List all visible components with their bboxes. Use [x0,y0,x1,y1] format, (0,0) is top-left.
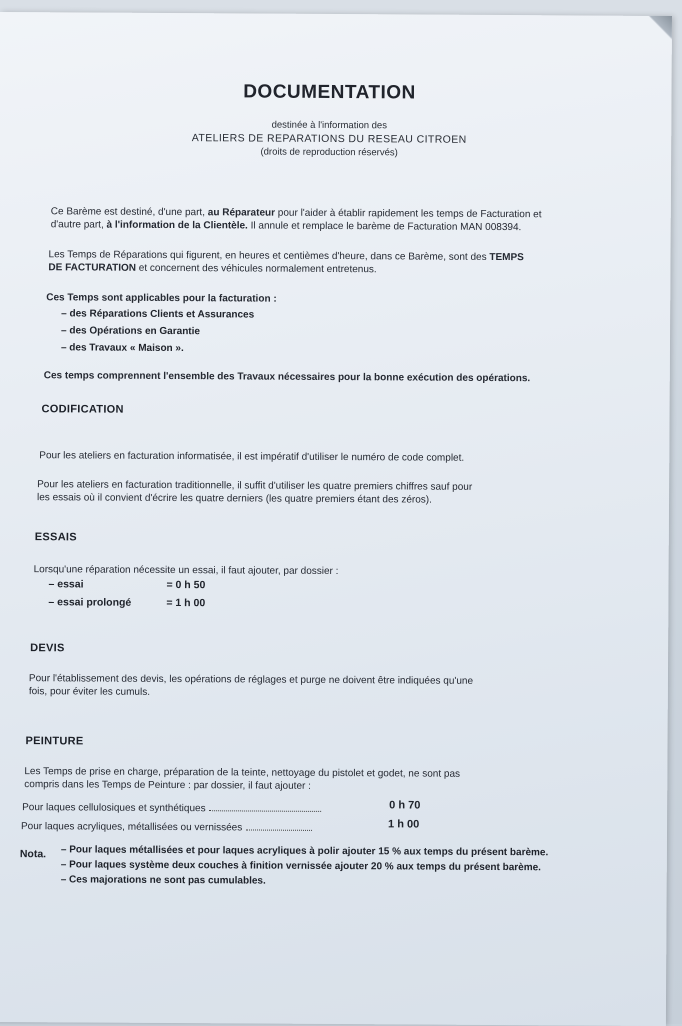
folded-corner [648,16,672,40]
essais-row-label: – essai prolongé [48,596,132,609]
peinture-row-text: Pour laques acryliques, métallisées ou vernissées [20,821,243,834]
section-heading-devis: DEVIS [30,642,65,655]
peinture-row-label [21,820,312,834]
applicable-item: – des Travaux « Maison ». [60,342,184,355]
peinture-row-label [22,801,322,815]
peinture-row-text: Pour laques cellulosiques et synthétiques [22,802,206,815]
intro-emphasis: DE FACTURATION [48,262,137,274]
codification-paragraph-2 [37,478,617,508]
peinture-row-value: 1 h 00 [388,818,420,831]
applicable-item: – des Réparations Clients et Assurances [61,308,255,321]
codification-text: les essais où il convient d'écrire les quatre derniers (les quatre premiers étant des zéros). [37,492,432,506]
applicable-item: – des Opérations en Garantie [61,325,201,338]
devis-paragraph [29,672,619,702]
intro-text: d'autre part, [50,219,107,231]
codification-text: Pour les ateliers en facturation traditionnelle, il suffit d'utiliser les quatre premiers chiffres sauf pour [37,479,473,493]
devis-text: Pour l'établissement des devis, les opérations de réglages et purge ne doivent être indiquées qu'une [28,673,474,687]
section-heading-peinture: PEINTURE [25,735,84,748]
subtitle-line-2: ATELIERS DE REPARATIONS DU RESEAU CITROEN [191,132,467,146]
nota-line: – Pour laques système deux couches à finition vernissée ajouter 20 % aux temps du présent barème. [60,859,542,874]
intro-emphasis: à l'information de la Clientèle. [106,219,248,232]
applicable-statement: Ces Temps sont applicables pour la facturation : [46,292,277,305]
intro-text: Ce Barème est destiné, d'une part, [50,206,208,219]
codification-paragraph-1: Pour les ateliers en facturation informatisée, il est impératif d'utiliser le numéro de code complet. [39,450,465,464]
nota-line: – Pour laques métallisées et pour laques acryliques à polir ajouter 15 % aux temps du présent barème. [60,844,549,859]
peinture-text: compris dans les Temps de Peinture : par dossier, il faut ajouter : [24,779,311,792]
essais-row-value: = 1 h 00 [166,596,206,610]
intro-emphasis: TEMPS [489,251,524,264]
subtitle-line-3: (droits de reproduction réservés) [260,146,398,159]
nota-label: Nota. [19,848,47,861]
document-page [0,12,672,1026]
nota-line: – Ces majorations ne sont pas cumulables. [60,874,266,887]
summary-statement: Ces temps comprennent l'ensemble des Travaux nécessaires pour la bonne exécution des opérations. [43,370,531,385]
essais-row-label: – essai [48,578,84,591]
section-heading-essais: ESSAIS [34,531,77,544]
intro-paragraph-1 [51,205,611,234]
dot-leader [246,821,312,830]
essais-row-value: = 0 h 50 [166,578,206,592]
subtitle-line-1: destinée à l'information des [271,119,388,132]
intro-text: et concernent des véhicules normalement entretenus. [136,262,377,276]
document-title: DOCUMENTATION [243,81,416,104]
intro-text: Il annule et remplace le barème de Facturation MAN 008394. [247,220,522,234]
devis-text: fois, pour éviter les cumuls. [28,686,151,698]
peinture-row-value: 0 h 70 [389,799,421,812]
essais-paragraph: Lorsqu'une réparation nécessite un essai, il faut ajouter, par dossier : [33,564,339,578]
intro-text: Les Temps de Réparations qui figurent, en heures et centièmes d'heure, dans ce Barème, sont des [48,249,490,263]
peinture-text: Les Temps de prise en charge, préparation de la teinte, nettoyage du pistolet et godet, ne sont pas [24,766,461,780]
section-heading-codification: CODIFICATION [41,403,124,416]
intro-emphasis: au Réparateur [207,207,276,219]
intro-text: pour l'aider à établir rapidement les temps de Facturation et [274,207,542,221]
intro-paragraph-2 [48,248,618,277]
peinture-paragraph [24,765,624,795]
dot-leader [210,802,322,812]
